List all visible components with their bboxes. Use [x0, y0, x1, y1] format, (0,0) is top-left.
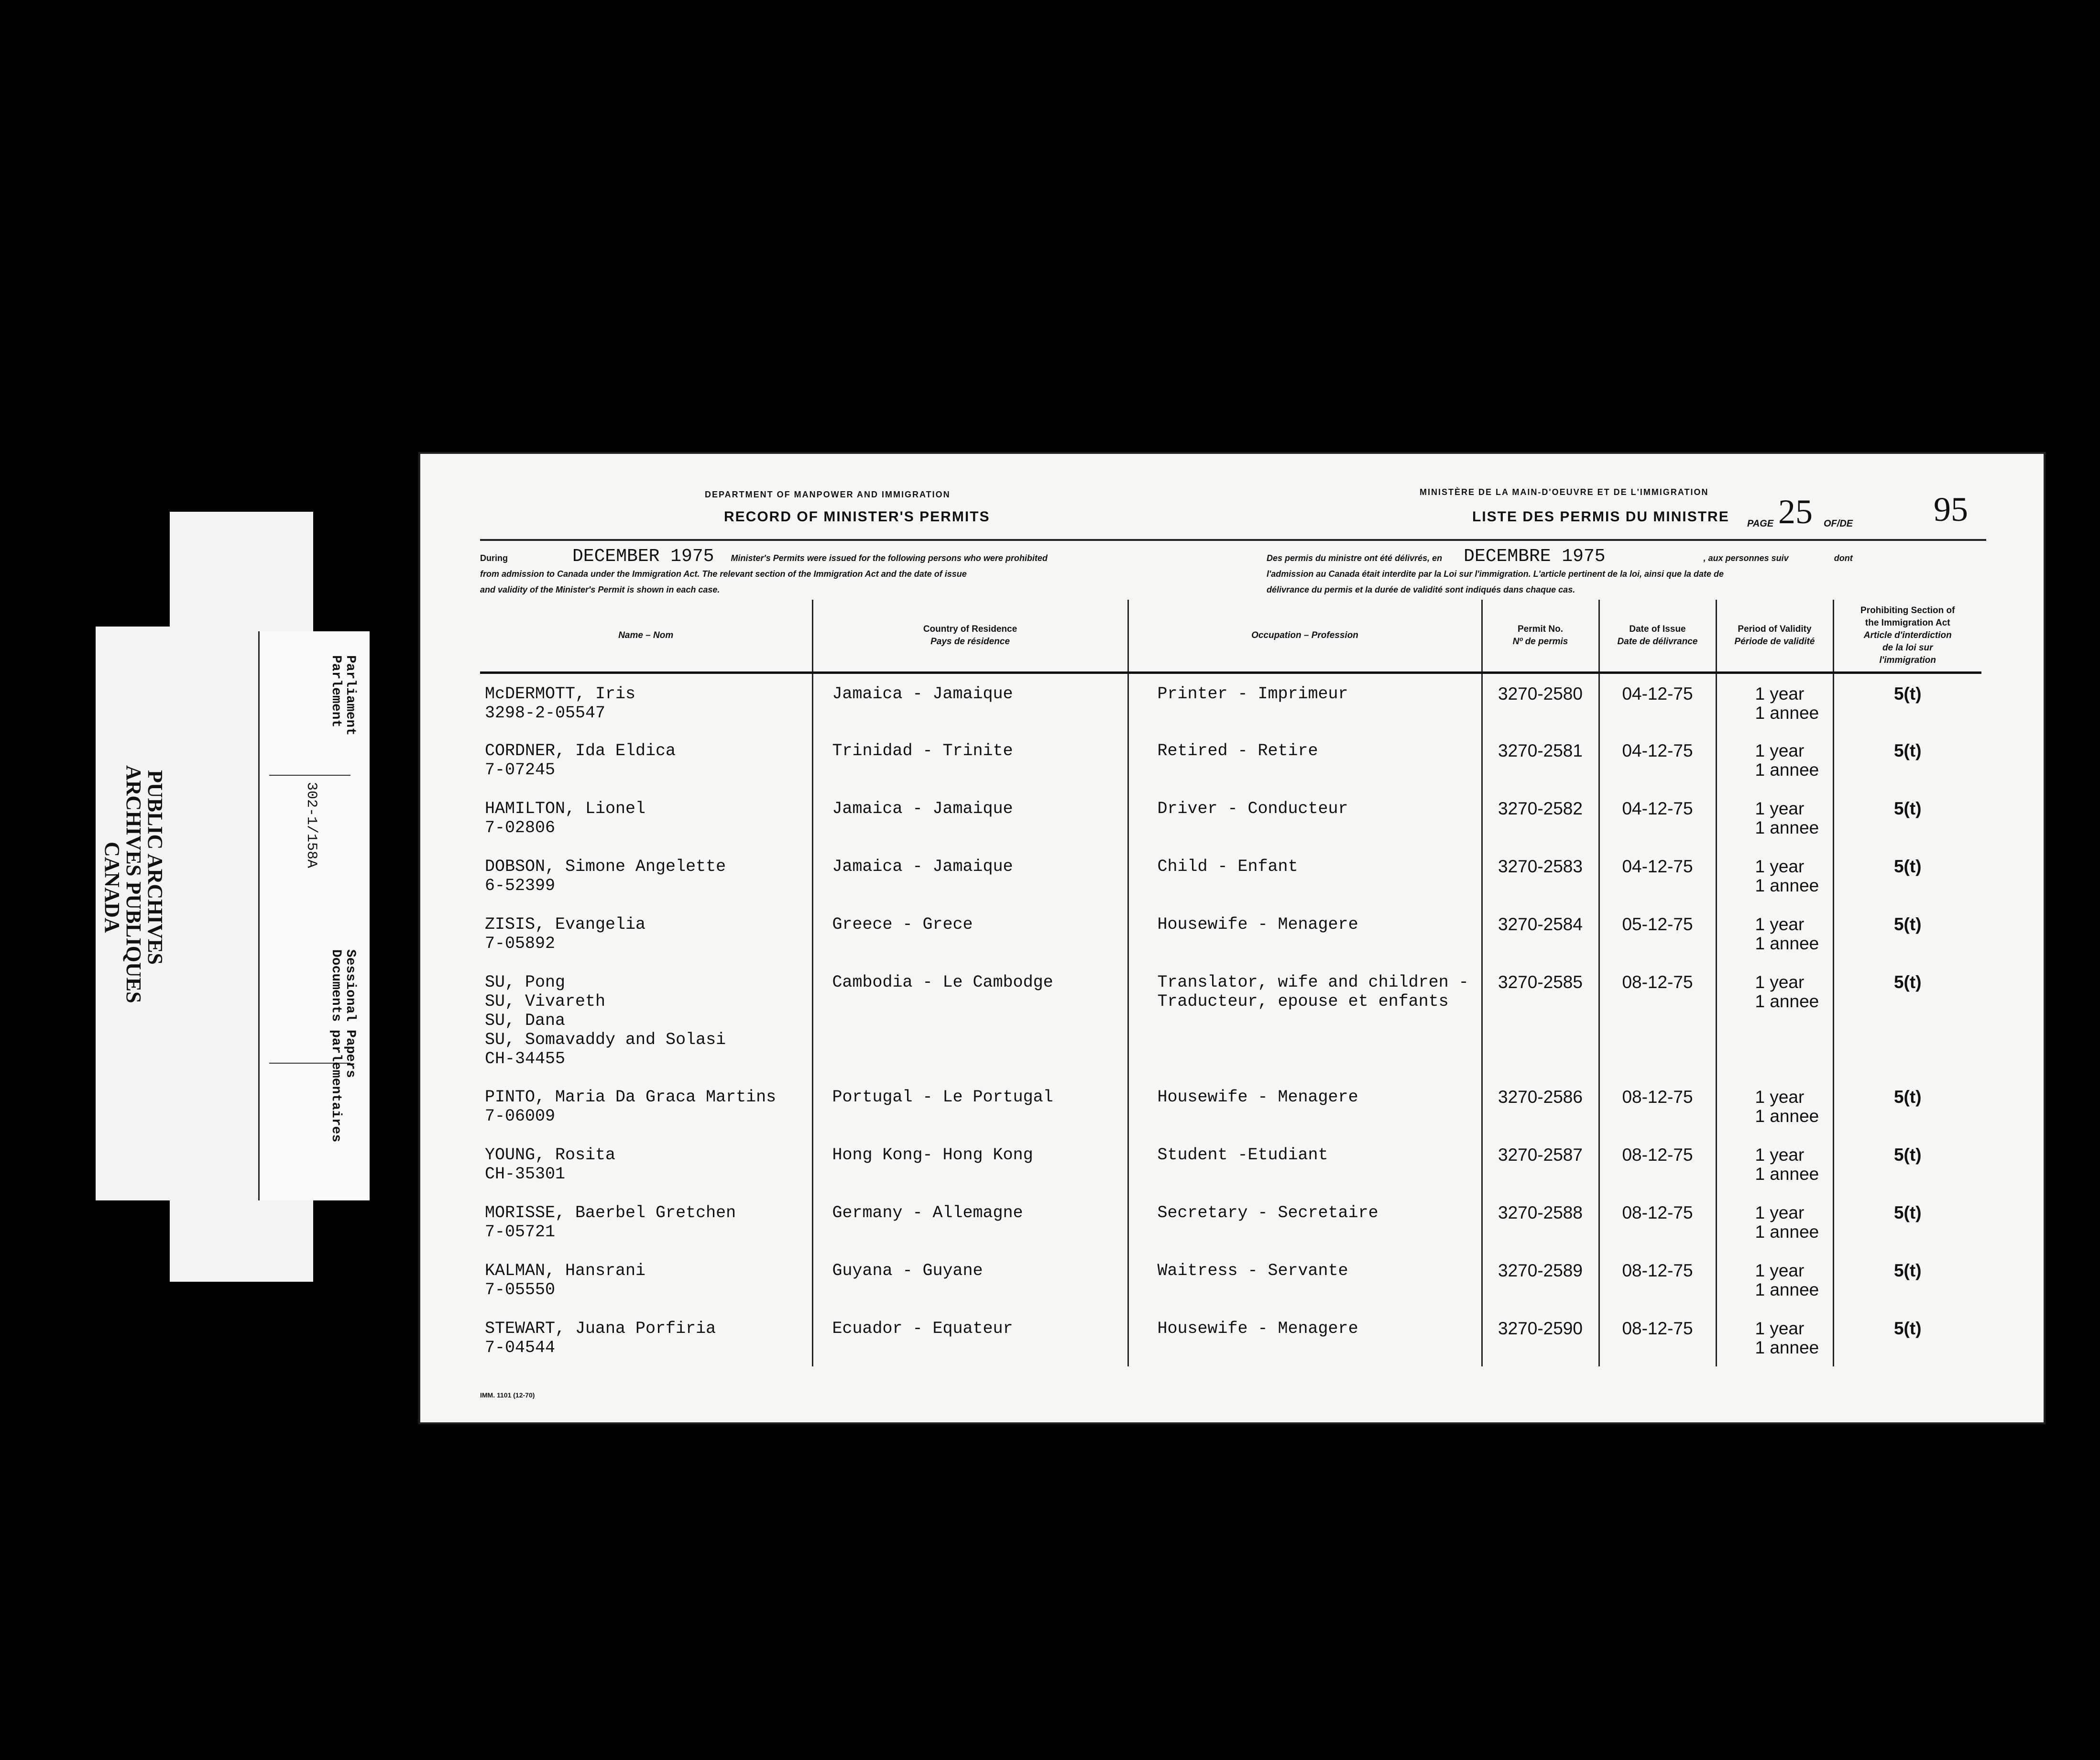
period-of-validity-line: 1 year [1755, 798, 1805, 818]
intro-fr-line-1c: dont [1834, 553, 1853, 563]
intro-month-fr: DECEMBRE 1975 [1464, 546, 1606, 567]
permit-number-line: 3270-2589 [1498, 1260, 1583, 1280]
table-row [480, 847, 1981, 904]
period-of-validity-line: 1 year [1755, 1318, 1805, 1338]
col-country: Country of Residence Pays de résidence [812, 600, 1128, 673]
permit-number-line: 3270-2584 [1498, 914, 1583, 934]
intro-en-line-3: and validity of the Minister's Permit is shown in each case. [480, 585, 720, 594]
period-of-validity-line: 1 year [1755, 914, 1805, 934]
period-of-validity-line: 1 annee [1755, 1337, 1819, 1357]
person-name-line: HAMILTON, Lionel [485, 799, 646, 818]
occupation [1128, 1309, 1482, 1366]
period-of-validity-line: 1 annee [1755, 1279, 1819, 1299]
date-of-issue-line: 04-12-75 [1622, 684, 1693, 704]
intro-fr [1267, 546, 1853, 598]
permit-number [1482, 962, 1599, 1077]
period-of-validity-line: 1 annee [1755, 817, 1819, 837]
period-of-validity [1716, 1309, 1833, 1366]
period-of-validity-line: 1 annee [1755, 933, 1819, 953]
date-of-issue-line: 08-12-75 [1622, 1318, 1693, 1338]
col-permit: Permit No. Nº de permis [1482, 600, 1599, 673]
person-name [480, 1077, 812, 1135]
table-row [480, 1193, 1981, 1251]
table-body [480, 673, 1981, 1366]
table-row [480, 673, 1981, 731]
date-of-issue [1599, 1077, 1716, 1135]
person-name-line: YOUNG, Rosita [485, 1145, 616, 1165]
occupation [1128, 962, 1482, 1077]
prohibiting-section [1833, 731, 1981, 789]
permit-record-document [418, 452, 2045, 1424]
label-front-panel [258, 631, 370, 1200]
person-name-line: 7-02806 [485, 818, 556, 837]
intro-fr-line-2: l'admission au Canada était interdite par la Loi sur l'immigration. L'article pertinent de la loi, ainsi que la date de [1267, 569, 1724, 579]
date-of-issue-line: 04-12-75 [1622, 740, 1693, 760]
period-of-validity [1716, 962, 1833, 1077]
table-header-row [480, 600, 1981, 673]
person-name [480, 1135, 812, 1193]
person-name-line: SU, Dana [485, 1011, 566, 1030]
date-of-issue-line: 08-12-75 [1622, 1202, 1693, 1222]
prohibiting-section-line: 5(t) [1893, 1202, 1922, 1222]
period-of-validity-line: 1 year [1755, 1087, 1805, 1107]
person-name [480, 789, 812, 847]
period-of-validity-line: 1 year [1755, 1202, 1805, 1222]
country-of-residence-line: Hong Kong- Hong Kong [832, 1145, 1033, 1165]
person-name-line: PINTO, Maria Da Graca Martins [485, 1087, 777, 1107]
permit-number-line: 3270-2586 [1498, 1087, 1583, 1107]
occupation-line: Traducteur, epouse et enfants [1157, 991, 1449, 1011]
date-of-issue [1599, 1251, 1716, 1309]
prohibiting-section-line: 5(t) [1893, 1260, 1922, 1280]
period-of-validity-line: 1 annee [1755, 1106, 1819, 1126]
col-occupation: Occupation – Profession [1128, 600, 1482, 673]
date-of-issue-line: 08-12-75 [1622, 1144, 1693, 1165]
archive-line-3: CANADA [100, 842, 124, 933]
permit-number [1482, 731, 1599, 789]
permit-number [1482, 1251, 1599, 1309]
intro-fr-line-1a: Des permis du ministre ont été délivrés, en [1267, 553, 1443, 563]
permit-number [1482, 1193, 1599, 1251]
country-of-residence [812, 673, 1128, 731]
date-of-issue-line: 08-12-75 [1622, 972, 1693, 992]
period-of-validity-line: 1 annee [1755, 991, 1819, 1011]
date-of-issue [1599, 789, 1716, 847]
person-name-line: 6-52399 [485, 876, 556, 895]
occupation [1128, 1135, 1482, 1193]
table-row [480, 904, 1981, 962]
period-of-validity [1716, 789, 1833, 847]
occupation-line: Housewife - Menagere [1157, 914, 1358, 934]
permit-number [1482, 847, 1599, 904]
country-of-residence [812, 731, 1128, 789]
occupation-line: Secretary - Secretaire [1157, 1203, 1378, 1222]
occupation [1128, 1251, 1482, 1309]
occupation-line: Translator, wife and children - [1157, 972, 1469, 992]
permit-number [1482, 1309, 1599, 1366]
form-code: IMM. 1101 (12-70) [480, 1391, 535, 1399]
person-name-line: 3298-2-05547 [485, 704, 606, 723]
period-of-validity [1716, 904, 1833, 962]
person-name-line: 7-05892 [485, 934, 556, 953]
period-of-validity [1716, 847, 1833, 904]
title-en: RECORD OF MINISTER'S PERMITS [724, 509, 990, 525]
person-name-line: ZISIS, Evangelia [485, 914, 646, 934]
archive-line-2: ARCHIVES PUBLIQUES [122, 765, 145, 1003]
period-of-validity [1716, 1135, 1833, 1193]
period-of-validity [1716, 1251, 1833, 1309]
country-of-residence [812, 847, 1128, 904]
intro-en-line-2: from admission to Canada under the Immigration Act. The relevant section of the Immigration Act and the date of issue [480, 569, 967, 579]
date-of-issue-line: 04-12-75 [1622, 856, 1693, 876]
period-of-validity [1716, 673, 1833, 731]
person-name-line: CH-34455 [485, 1049, 566, 1068]
date-of-issue [1599, 1193, 1716, 1251]
parliament-en: Parliament [343, 655, 358, 736]
country-of-residence [812, 1135, 1128, 1193]
period-of-validity [1716, 1077, 1833, 1135]
occupation [1128, 673, 1482, 731]
sessional-fr: Documents parlementaires [328, 949, 343, 1143]
period-of-validity-line: 1 year [1755, 1144, 1805, 1165]
person-name [480, 1193, 812, 1251]
occupation-line: Housewife - Menagere [1157, 1319, 1358, 1338]
date-of-issue-line: 05-12-75 [1622, 914, 1693, 934]
date-of-issue [1599, 962, 1716, 1077]
prohibiting-section [1833, 1193, 1981, 1251]
prohibiting-section-line: 5(t) [1893, 798, 1922, 818]
occupation-line: Student -Etudiant [1157, 1145, 1328, 1165]
period-of-validity-line: 1 year [1755, 856, 1805, 876]
col-validity: Period of Validity Période de validité [1716, 600, 1833, 673]
occupation [1128, 731, 1482, 789]
person-name-line: McDERMOTT, Iris [485, 684, 636, 704]
permit-number [1482, 1077, 1599, 1135]
person-name [480, 904, 812, 962]
intro-fr-line-1b: , aux personnes suiv [1703, 553, 1789, 563]
person-name-line: 7-07245 [485, 760, 556, 780]
occupation-line: Child - Enfant [1157, 857, 1298, 876]
date-of-issue-line: 04-12-75 [1622, 798, 1693, 818]
country-of-residence [812, 1309, 1128, 1366]
intro-during: During [480, 553, 508, 563]
country-of-residence [812, 1251, 1128, 1309]
period-of-validity-line: 1 annee [1755, 1164, 1819, 1184]
col-section: Prohibiting Section of the Immigration Act Article d'interdiction de la loi sur l'immigration [1833, 600, 1981, 673]
permit-number-line: 3270-2581 [1498, 740, 1583, 760]
permit-number-line: 3270-2585 [1498, 972, 1583, 992]
period-of-validity-line: 1 year [1755, 684, 1805, 704]
intro-fr-line-3: délivrance du permis et la durée de validité sont indiqués dans chaque cas. [1267, 585, 1575, 594]
prohibiting-section [1833, 847, 1981, 904]
occupation [1128, 1193, 1482, 1251]
intro-en-line-1: Minister's Permits were issued for the following persons who were prohibited [731, 553, 1048, 563]
prohibiting-section-line: 5(t) [1893, 856, 1922, 876]
header-rule [480, 539, 1986, 541]
prohibiting-section [1833, 789, 1981, 847]
person-name [480, 1251, 812, 1309]
country-of-residence [812, 1193, 1128, 1251]
table-row [480, 789, 1981, 847]
country-of-residence [812, 962, 1128, 1077]
occupation-line: Printer - Imprimeur [1157, 684, 1348, 704]
prohibiting-section [1833, 904, 1981, 962]
country-of-residence-line: Germany - Allemagne [832, 1203, 1023, 1222]
prohibiting-section [1833, 962, 1981, 1077]
page-label: PAGE [1747, 518, 1774, 529]
person-name-line: 7-04544 [485, 1338, 556, 1357]
department-fr: MINISTÈRE DE LA MAIN-D'OEUVRE ET DE L'IMMIGRATION [1420, 487, 1709, 497]
occupation-line: Housewife - Menagere [1157, 1087, 1358, 1107]
person-name [480, 847, 812, 904]
table-row [480, 1309, 1981, 1366]
prohibiting-section-line: 5(t) [1893, 914, 1922, 934]
date-of-issue [1599, 731, 1716, 789]
period-of-validity-line: 1 annee [1755, 759, 1819, 780]
col-name: Name – Nom [480, 600, 812, 673]
permit-number [1482, 673, 1599, 731]
permit-number [1482, 904, 1599, 962]
permit-number [1482, 1135, 1599, 1193]
intro-en [480, 546, 1048, 598]
page-number: 25 [1778, 493, 1813, 531]
person-name-line: CH-35301 [485, 1164, 566, 1184]
country-of-residence [812, 789, 1128, 847]
date-of-issue [1599, 847, 1716, 904]
period-of-validity [1716, 1193, 1833, 1251]
parliament-fr: Parlement [328, 655, 343, 728]
country-of-residence [812, 904, 1128, 962]
prohibiting-section [1833, 1251, 1981, 1309]
prohibiting-section [1833, 1135, 1981, 1193]
country-of-residence [812, 1077, 1128, 1135]
country-of-residence-line: Greece - Grece [832, 914, 973, 934]
prohibiting-section [1833, 1309, 1981, 1366]
person-name [480, 1309, 812, 1366]
country-of-residence-line: Cambodia - Le Cambodge [832, 972, 1053, 992]
prohibiting-section-line: 5(t) [1893, 684, 1922, 704]
occupation [1128, 847, 1482, 904]
archive-line-1: PUBLIC ARCHIVES [143, 770, 167, 965]
person-name-line: 7-05550 [485, 1280, 556, 1299]
date-of-issue-line: 08-12-75 [1622, 1260, 1693, 1280]
period-of-validity [1716, 731, 1833, 789]
person-name-line: 7-05721 [485, 1222, 556, 1242]
person-name-line: 7-06009 [485, 1106, 556, 1126]
occupation-line: Retired - Retire [1157, 741, 1318, 760]
prohibiting-section-line: 5(t) [1893, 972, 1922, 992]
permit-number-line: 3270-2590 [1498, 1318, 1583, 1338]
country-of-residence-line: Portugal - Le Portugal [832, 1087, 1053, 1107]
country-of-residence-line: Trinidad - Trinite [832, 741, 1013, 760]
intro-month-en: DECEMBER 1975 [572, 546, 714, 567]
sessional-en: Sessional Papers [343, 949, 358, 1078]
permits-table [480, 600, 1981, 1366]
country-of-residence-line: Jamaica - Jamaique [832, 799, 1013, 818]
occupation [1128, 1077, 1482, 1135]
person-name-line: CORDNER, Ida Eldica [485, 741, 676, 760]
permit-number-line: 3270-2587 [1498, 1144, 1583, 1165]
person-name-line: KALMAN, Hansrani [485, 1261, 646, 1280]
occupation-line: Waitress - Servante [1157, 1261, 1348, 1280]
person-name-line: SU, Somavaddy and Solasi [485, 1030, 726, 1049]
prohibiting-section-line: 5(t) [1893, 1144, 1922, 1165]
date-of-issue-line: 08-12-75 [1622, 1087, 1693, 1107]
country-of-residence-line: Jamaica - Jamaique [832, 684, 1013, 704]
permit-number-line: 3270-2582 [1498, 798, 1583, 818]
label-left-panel [96, 627, 182, 1200]
date-of-issue [1599, 673, 1716, 731]
prohibiting-section-line: 5(t) [1893, 740, 1922, 760]
occupation [1128, 789, 1482, 847]
person-name [480, 962, 812, 1077]
period-of-validity-line: 1 year [1755, 740, 1805, 760]
permit-number-line: 3270-2583 [1498, 856, 1583, 876]
table-row [480, 1251, 1981, 1309]
prohibiting-section-line: 5(t) [1893, 1087, 1922, 1107]
person-name-line: STEWART, Juana Porfiria [485, 1319, 716, 1338]
table-row [480, 1135, 1981, 1193]
period-of-validity-line: 1 year [1755, 972, 1805, 992]
period-of-validity-line: 1 annee [1755, 1221, 1819, 1242]
occupation [1128, 904, 1482, 962]
person-name-line: DOBSON, Simone Angelette [485, 857, 726, 876]
country-of-residence-line: Ecuador - Equateur [832, 1319, 1013, 1338]
country-of-residence-line: Jamaica - Jamaique [832, 857, 1013, 876]
date-of-issue [1599, 1135, 1716, 1193]
table-row [480, 1077, 1981, 1135]
page-total: 95 [1934, 490, 1968, 528]
permit-number [1482, 789, 1599, 847]
person-name [480, 731, 812, 789]
date-of-issue [1599, 904, 1716, 962]
person-name [480, 673, 812, 731]
department-en: DEPARTMENT OF MANPOWER AND IMMIGRATION [705, 490, 951, 499]
country-of-residence-line: Guyana - Guyane [832, 1261, 983, 1280]
period-of-validity-line: 1 annee [1755, 875, 1819, 895]
permit-number-line: 3270-2580 [1498, 684, 1583, 704]
prohibiting-section-line: 5(t) [1893, 1318, 1922, 1338]
permit-number-line: 3270-2588 [1498, 1202, 1583, 1222]
prohibiting-section [1833, 673, 1981, 731]
title-fr: LISTE DES PERMIS DU MINISTRE [1472, 509, 1729, 525]
col-date: Date of Issue Date de délivrance [1599, 600, 1716, 673]
occupation-line: Driver - Conducteur [1157, 799, 1348, 818]
person-name-line: SU, Pong [485, 972, 566, 992]
date-of-issue [1599, 1309, 1716, 1366]
prohibiting-section [1833, 1077, 1981, 1135]
person-name-line: SU, Vivareth [485, 991, 606, 1011]
period-of-validity-line: 1 annee [1755, 703, 1819, 723]
person-name-line: MORISSE, Baerbel Gretchen [485, 1203, 736, 1222]
reference-number: 302-1/158A [303, 782, 319, 869]
period-of-validity-line: 1 year [1755, 1260, 1805, 1280]
of-label: OF/DE [1824, 518, 1853, 529]
table-row [480, 731, 1981, 789]
table-row [480, 962, 1981, 1077]
